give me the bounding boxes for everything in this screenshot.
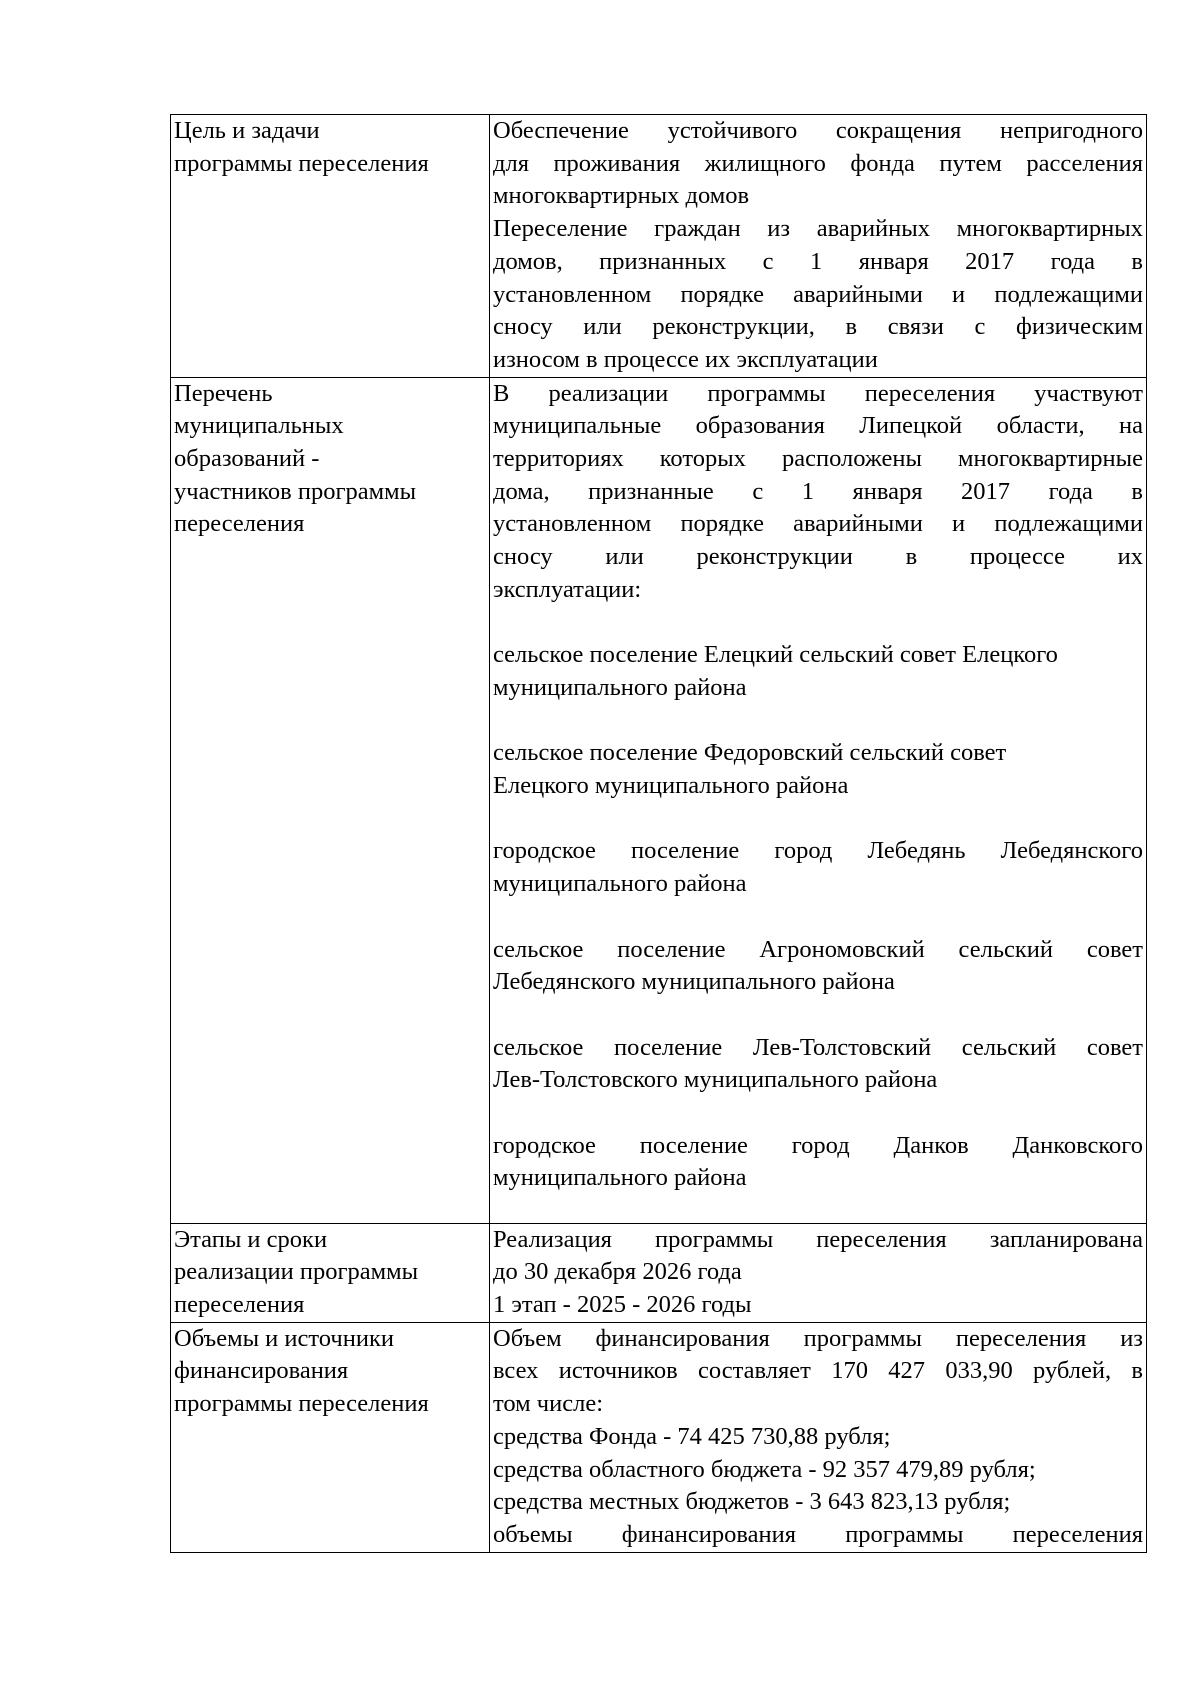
row-label-funding: Объемы и источники финансирования программы переселения	[171, 1322, 490, 1552]
text-line: том числе:	[493, 1390, 604, 1418]
row-value-funding	[490, 1322, 1147, 1552]
municipality-item: сельское поселение Федоровский сельский совет Елецкого муниципального района	[493, 739, 1007, 800]
row-label-stages: Этапы и сроки реализации программы переселения	[171, 1223, 490, 1322]
municipality-item: городское поселение город Лебедянь Лебедянского муниципального района	[493, 837, 1143, 898]
text-line: территориях которых расположены многоквартирные	[493, 445, 1143, 473]
text-line: муниципальные образования Липецкой области, на	[493, 412, 1143, 440]
municipality-item: сельское поселение Лев-Толстовский сельский совет Лев-Толстовского муниципального района	[493, 1033, 1143, 1094]
text-line: до 30 декабря 2026 года	[493, 1258, 742, 1286]
text-line: Обеспечение устойчивого сокращения непригодного	[493, 117, 1143, 144]
text-line: 1 этап - 2025 - 2026 годы	[493, 1291, 752, 1319]
text-line: Реализация программы переселения запланирована	[493, 1225, 1143, 1253]
program-passport-table	[170, 114, 1147, 1553]
municipality-item: сельское поселение Агрономовский сельский совет Лебедянского муниципального района	[493, 935, 1143, 996]
text-line: установленном порядке аварийными и подлежащими	[493, 510, 1143, 538]
table-row	[171, 377, 1147, 1223]
text-line: многоквартирных домов	[493, 182, 750, 210]
row-label-goals: Цель и задачи программы переселения	[171, 115, 490, 378]
row-value-stages	[490, 1223, 1147, 1322]
text-line: В реализации программы переселения участвуют	[493, 379, 1143, 407]
municipality-item: сельское поселение Елецкий сельский совет Елецкого муниципального района	[493, 641, 1058, 701]
text-line: сносу или реконструкции в процессе их	[493, 543, 1143, 571]
text-line: средства областного бюджета - 92 357 479,89 рубля;	[493, 1455, 1036, 1483]
text-line: объемы финансирования программы переселения	[493, 1520, 1143, 1548]
text-line: всех источников составляет 170 427 033,90 рублей, в	[493, 1357, 1143, 1385]
text-line: средства местных бюджетов - 3 643 823,13 рубля;	[493, 1488, 1011, 1516]
text-line: износом в процессе их эксплуатации	[493, 345, 878, 373]
row-value-municipalities	[490, 377, 1147, 1223]
row-label-municipalities: Перечень муниципальных образований - участников программы переселения	[171, 377, 490, 1223]
table-row	[171, 115, 1147, 378]
table-row	[171, 1223, 1147, 1322]
municipality-item: городское поселение город Данков Данковского муниципального района	[493, 1131, 1143, 1192]
row-value-goals	[490, 115, 1147, 378]
text-line: домов, признанных с 1 января 2017 года в	[493, 247, 1143, 275]
text-line: Переселение граждан из аварийных многоквартирных	[493, 215, 1143, 243]
text-line: установленном порядке аварийными и подлежащими	[493, 280, 1143, 308]
table-row	[171, 1322, 1147, 1552]
text-line: эксплуатации:	[493, 575, 642, 603]
text-line: для проживания жилищного фонда путем расселения	[493, 149, 1143, 177]
text-line: дома, признанные с 1 января 2017 года в	[493, 477, 1143, 505]
text-line: Объем финансирования программы переселения из	[493, 1324, 1143, 1352]
text-line: сносу или реконструкции, в связи с физическим	[493, 313, 1143, 341]
text-line: средства Фонда - 74 425 730,88 рубля;	[493, 1422, 891, 1450]
